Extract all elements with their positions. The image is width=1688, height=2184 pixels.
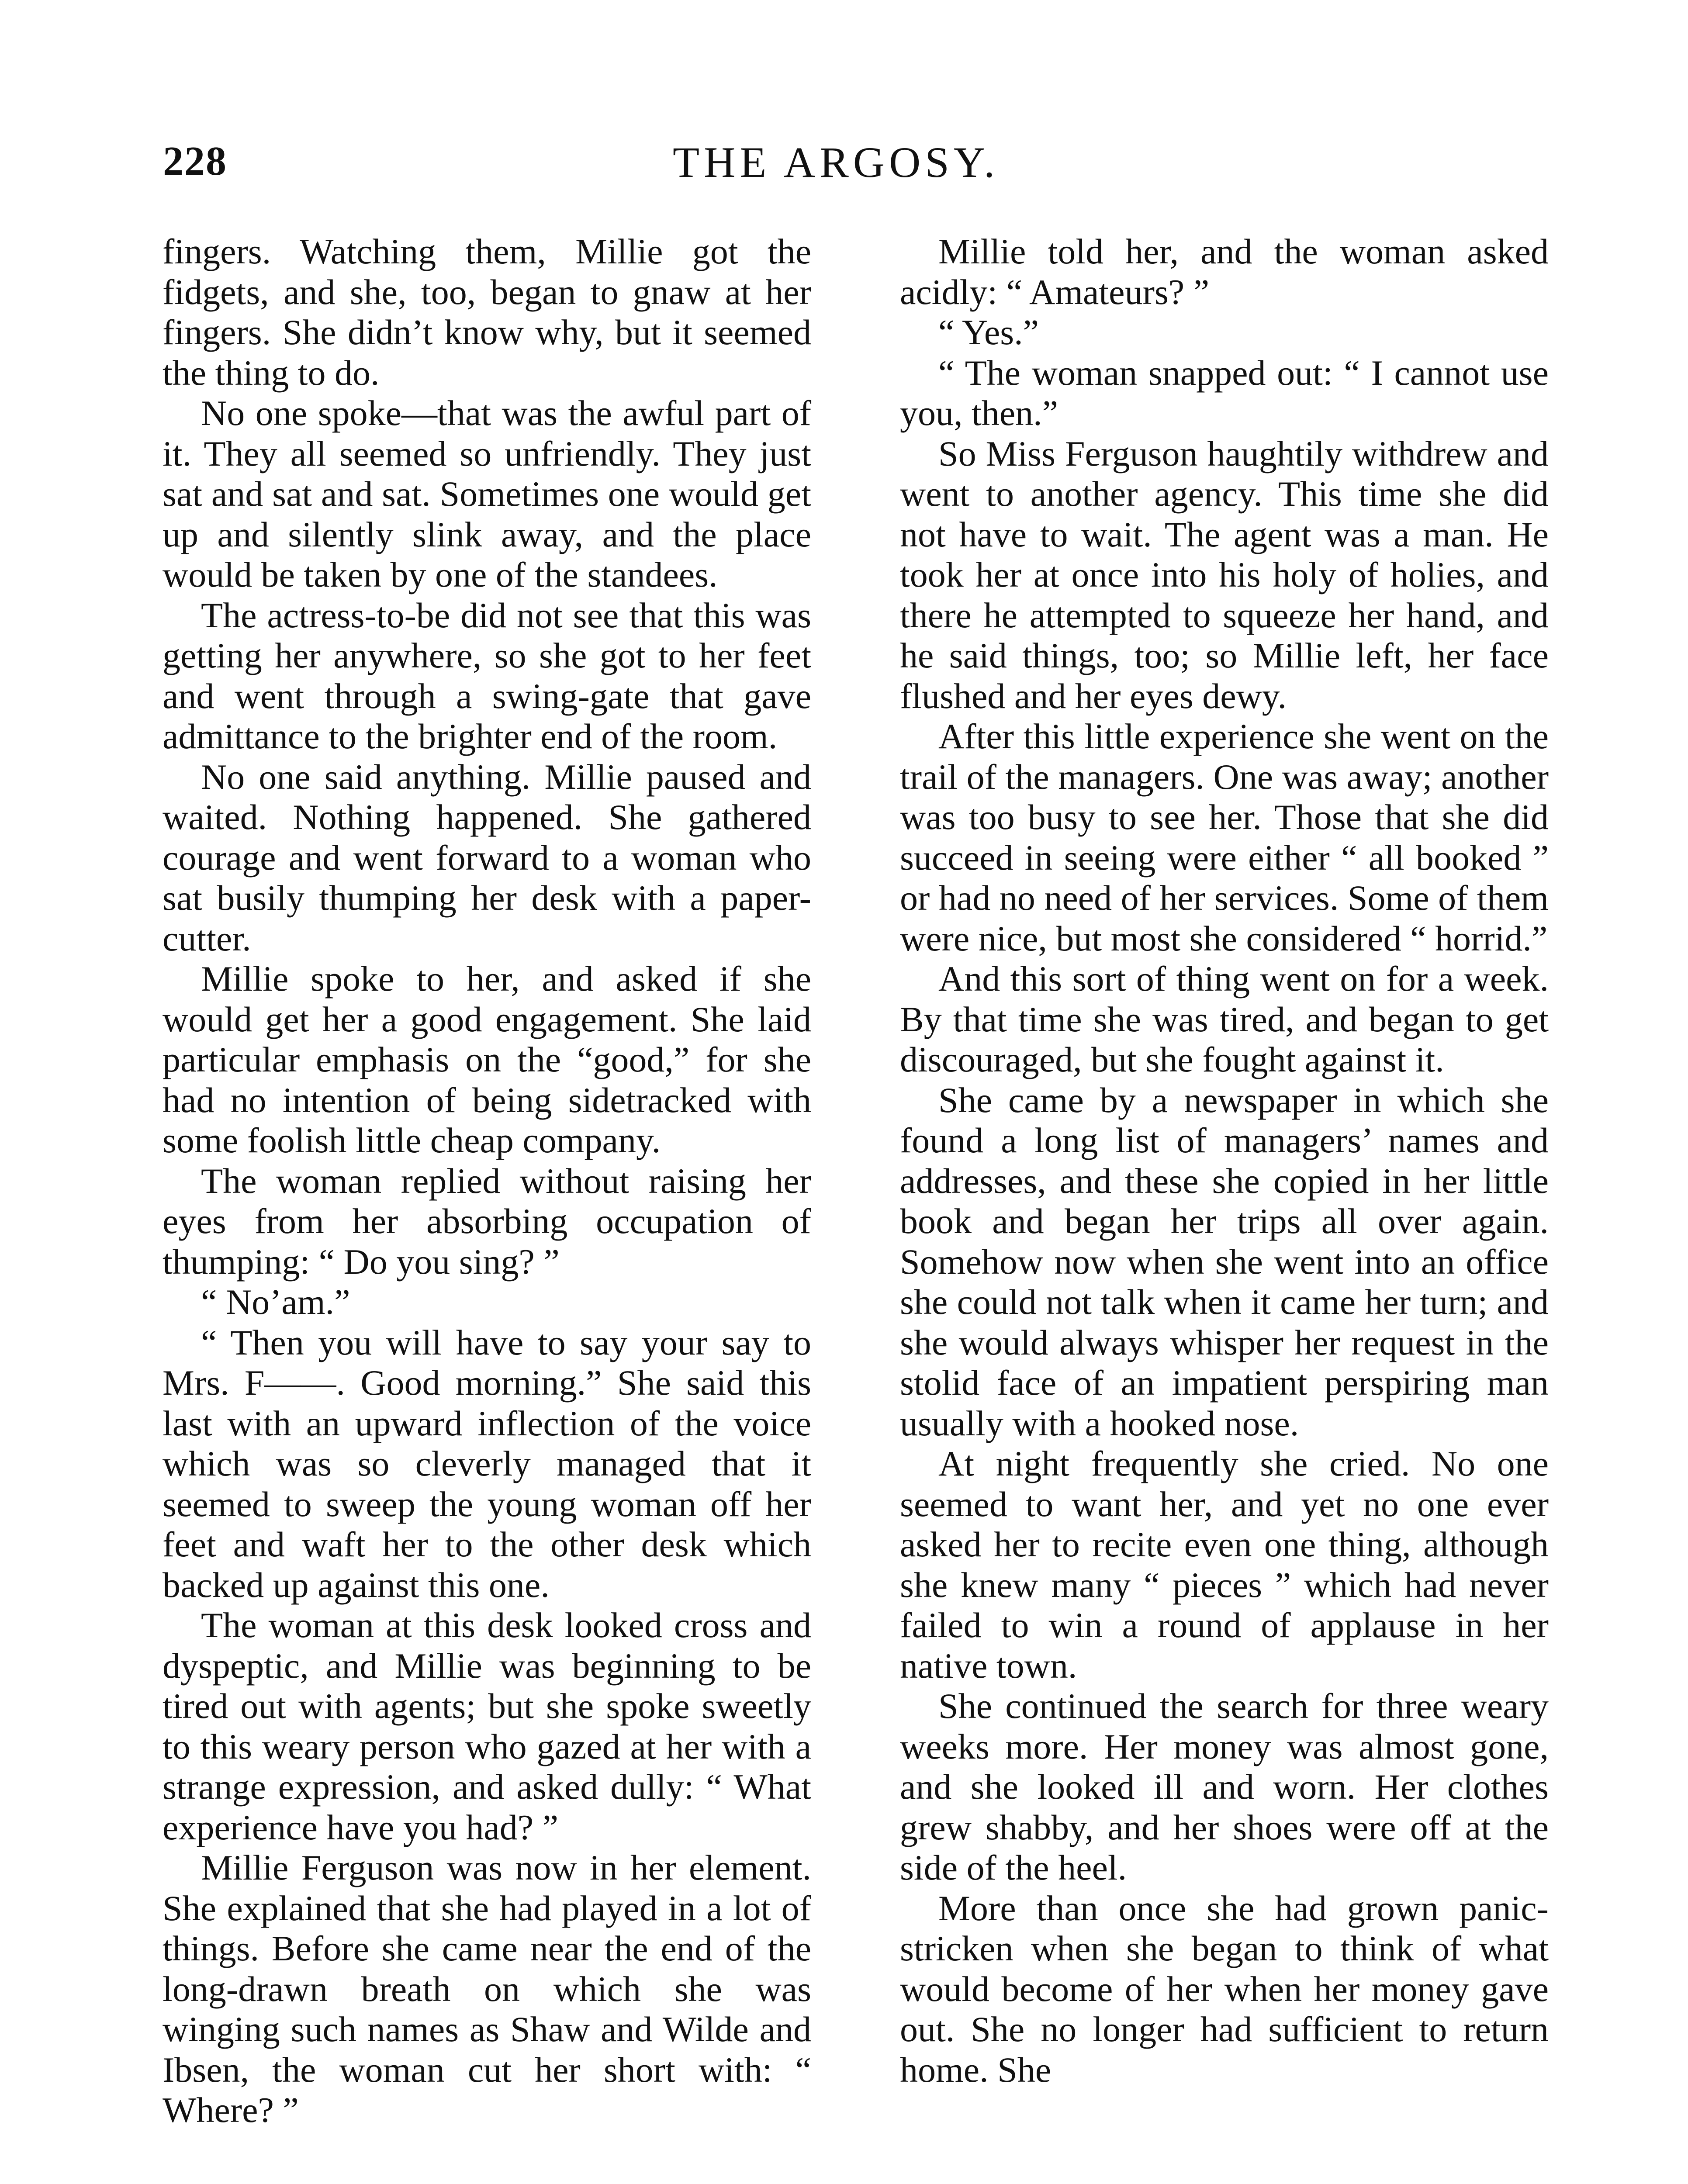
paragraph: Millie told her, and the woman asked acidly: “ Amateurs? ” — [900, 232, 1549, 312]
paragraph: “ Then you will have to say your say to Mrs. F——. Good morning.” She said this last with an upward inflection of the voice which was so cleverly managed that it seemed to sweep the young woman off her feet and waft her to the other desk which backed up against this one. — [163, 1322, 811, 1605]
paragraph: No one said anything. Millie paused and waited. Nothing happened. She gathered courage and went forward to a woman who sat busily thumping her desk with a paper-cutter. — [163, 757, 811, 958]
running-title: THE ARGOSY. — [673, 138, 1000, 187]
page-number: 228 — [163, 138, 227, 184]
paragraph: The woman at this desk looked cross and dyspeptic, and Millie was beginning to be tired out with agents; but she spoke sweetly to this weary person who gazed at her with a strange expression, and asked dully: “ What experience have you had? ” — [163, 1605, 811, 1847]
paragraph: The actress-to-be did not see that this was getting her anywhere, so she got to her feet and went through a swing-gate that gave admittance to the brighter end of the room. — [163, 595, 811, 756]
paragraph: And this sort of thing went on for a week. By that time she was tired, and began to get discouraged, but she fought against it. — [900, 959, 1549, 1079]
paragraph: The woman replied without raising her eyes from her absorbing occupation of thumping: “ Do you sing? ” — [163, 1161, 811, 1282]
paragraph: Millie Ferguson was now in her element. She explained that she had played in a lot of things. Before she came near the end of the long-drawn breath on which she was winging such names as Shaw and Wilde and Ibsen, the woman cut her short with: “ Where? ” — [163, 1848, 811, 2130]
paragraph: “ Yes.” — [938, 312, 1039, 352]
paragraph: “ The woman snapped out: “ I cannot use you, then.” — [900, 352, 1549, 433]
paragraph: Millie spoke to her, and asked if she would get her a good engagement. She laid particular emphasis on the “good,” for she had no intention of being sidetracked with some foolish little cheap company. — [163, 959, 811, 1160]
paragraph: “ No’am.” — [201, 1282, 350, 1322]
paragraph: fingers. Watching them, Millie got the fidgets, and she, too, began to gnaw at her fingers. She didn’t know why, but it seemed the thing to do. — [163, 232, 811, 393]
paragraph: So Miss Ferguson haughtily withdrew and went to another agency. This time she did not have to wait. The agent was a man. He took her at once into his holy of holies, and there he attempted to squeeze her hand, and he said things, too; so Millie left, her face flushed and her eyes dewy. — [900, 433, 1549, 716]
text-column-left — [163, 232, 811, 2131]
paragraph: At night frequently she cried. No one seemed to want her, and yet no one ever asked her to recite even one thing, although she knew many “ pieces ” which had never failed to win a round of applause in her native town. — [900, 1444, 1549, 1686]
paragraph: She came by a newspaper in which she found a long list of managers’ names and addresses, and these she copied in her little book and began her trips all over again. Somehow now when she went into an office she could not talk when it came her turn; and she would always whisper her request in the stolid face of an impatient perspiring man usually with a hooked nose. — [900, 1080, 1549, 1443]
paragraph: No one spoke—that was the awful part of it. They all seemed so unfriendly. They just sat and sat and sat. Sometimes one would get up and silently slink away, and the place would be taken by one of the standees. — [163, 393, 811, 594]
paragraph: After this little experience she went on the trail of the managers. One was away; another was too busy to see her. Those that she did succeed in seeing were either “ all booked ” or had no need of her services. Some of them were nice, but most she considered “ horrid.” — [900, 716, 1549, 958]
paragraph: She continued the search for three weary weeks more. Her money was almost gone, and she looked ill and worn. Her clothes grew shabby, and her shoes were off at the side of the heel. — [900, 1686, 1549, 1887]
paragraph: More than once she had grown panic-stricken when she began to think of what would become of her when her money gave out. She no longer had sufficient to return home. She — [900, 1888, 1549, 2090]
text-column-right — [900, 232, 1549, 2090]
